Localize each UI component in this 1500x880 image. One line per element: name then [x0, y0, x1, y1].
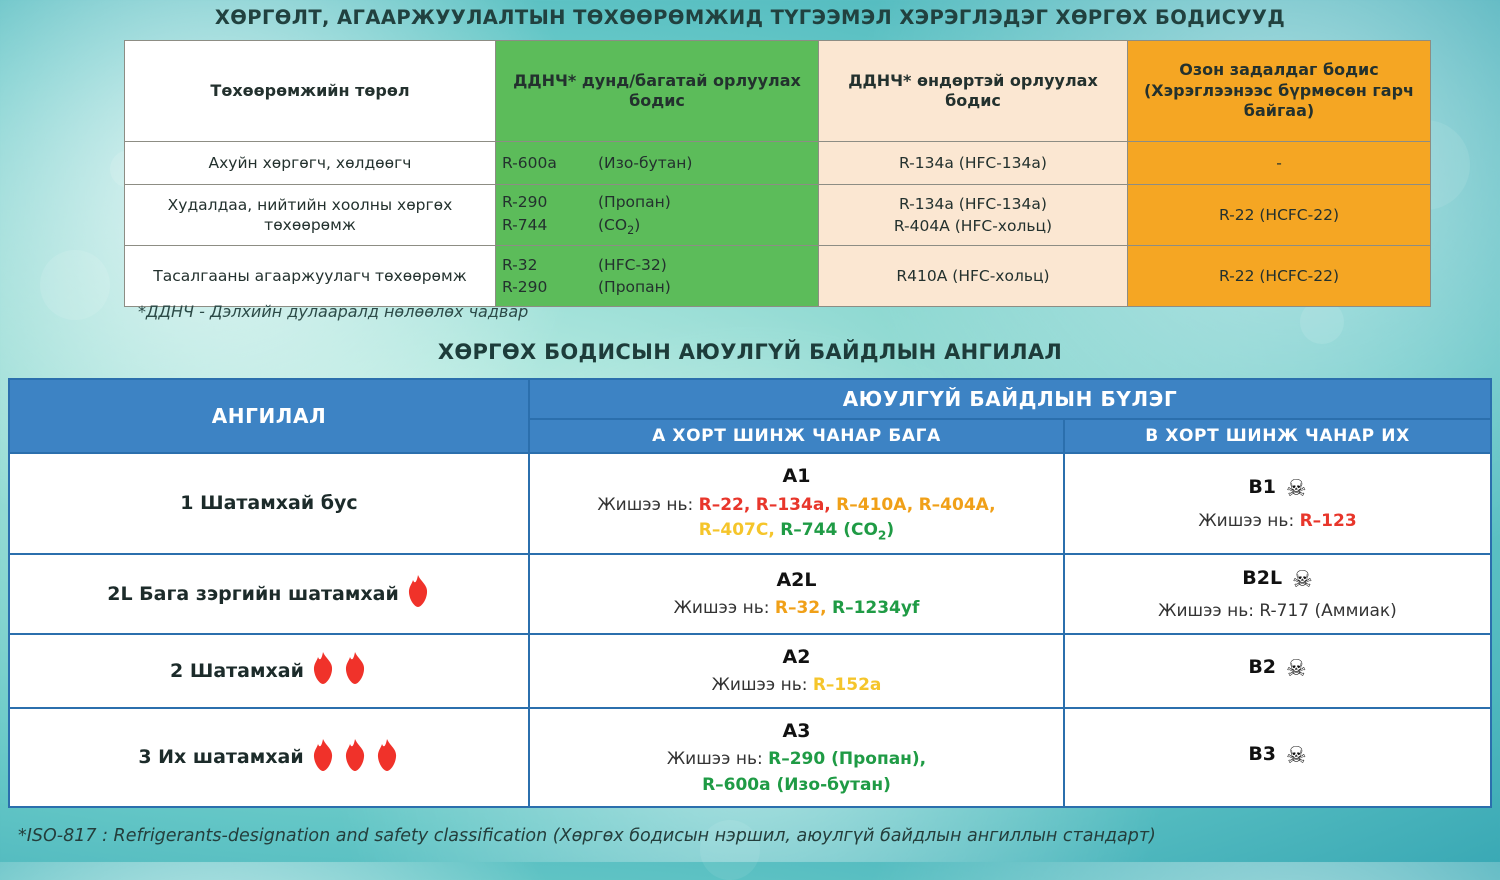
cell-low-gwp: [496, 246, 819, 307]
refrigerant-code: R-290: [502, 278, 548, 296]
cell-group-b: [1064, 554, 1491, 634]
flame-icon: [310, 738, 336, 777]
cell-equipment-type: Тасалгааны агааржуулагч төхөөрөмж: [125, 246, 496, 307]
refrigerant-entry: [502, 214, 812, 239]
refrigerant-item: R-717 (Аммиак): [1259, 601, 1397, 622]
category-label-wrap: [180, 492, 357, 514]
decorative-bokeh: [40, 250, 110, 320]
example-label: Жишээ нь:: [1158, 601, 1255, 622]
cell-low-gwp: [496, 142, 819, 185]
main-title-refrigerants: ХӨРГӨЛТ, АГААРЖУУЛАЛТЫН ТӨХӨӨРӨМЖИД ТҮГЭЭМЭЛ ХЭРЭГЛЭДЭГ ХӨРГӨХ БОДИСУУД: [214, 6, 1286, 29]
refrigerant-item: R–600a (Изо-бутан): [702, 774, 891, 795]
refrigerant-item: R–152a: [812, 675, 882, 696]
refrigerant-item: R–32,: [774, 598, 827, 619]
refrigerant-entry: R-404A (HFC-хольц): [893, 217, 1053, 235]
table-row: [9, 708, 1491, 808]
category-label: 1 Шатамхай бус: [180, 492, 358, 515]
example-label: Жишээ нь:: [1198, 510, 1295, 531]
table-row: [9, 634, 1491, 708]
cell-ods: -: [1128, 142, 1431, 185]
footnote-gwp: *ДДНЧ - Дэлхийн дулааралд нөлөөлөх чадвар: [138, 302, 529, 321]
cell-category: [9, 453, 529, 554]
cell-ods: R-22 (HCFC-22): [1128, 246, 1431, 307]
refrigerant-name: $(CO_2)$: [598, 215, 641, 237]
cell-group-b: [1064, 453, 1491, 554]
category-label-wrap: [107, 574, 431, 613]
category-label: 2L Бага зэргийн шатамхай: [107, 582, 399, 605]
group-code: B1: [1248, 476, 1277, 499]
refrigerant-name: (Пропан): [598, 193, 671, 212]
flame-icon: [405, 574, 431, 613]
refrigerant-item: R–744 $(CO_2)$: [780, 520, 895, 543]
flame-icon: [374, 738, 400, 777]
cell-group-a: [529, 453, 1064, 554]
cell-category: [9, 554, 529, 634]
th-category: АНГИЛАЛ: [9, 379, 529, 453]
group-code: A2L: [776, 568, 817, 591]
group-code: A2: [782, 645, 811, 668]
refrigerant-item: R–410A,: [836, 494, 914, 515]
section-title-safety-classification: ХӨРГӨХ БОДИСЫН АЮУЛГҮЙ БАЙДЛЫН АНГИЛАЛ: [437, 340, 1063, 364]
cell-ods: R-22 (HCFC-22): [1128, 185, 1431, 246]
refrigerant-code: R-744: [502, 215, 548, 234]
refrigerant-code: R-32: [502, 255, 538, 274]
group-code-wrap: [1071, 652, 1484, 687]
skull-icon: ☠: [1286, 476, 1307, 503]
refrigerant-name: (Пропан): [598, 278, 671, 296]
refrigerant-entry: [502, 191, 812, 213]
table-row: [9, 453, 1491, 554]
th-ods: Озон задалдаг бодис (Хэрэглээнээс бүрмөсөн гарч байгаа): [1128, 41, 1431, 142]
cell-group-a: [529, 634, 1064, 708]
cell-group-b: [1064, 634, 1491, 708]
table-header-row: [9, 379, 1491, 419]
table-header-row: [125, 41, 1431, 142]
table-row: [9, 554, 1491, 634]
group-code: A1: [782, 465, 811, 487]
group-code: A3: [782, 719, 811, 742]
group-code-wrap: [1071, 563, 1484, 598]
category-label-wrap: [138, 738, 399, 777]
refrigerant-item: R–407C,: [698, 520, 775, 540]
group-code: B2L: [1242, 566, 1283, 589]
th-group-a: А ХОРТ ШИНЖ ЧАНАР БАГА: [529, 419, 1064, 453]
example-label: Жишээ нь:: [711, 675, 808, 696]
th-high-gwp: ДДНЧ* өндөртэй орлуулах бодис: [819, 41, 1128, 142]
th-equipment-type: Төхөөрөмжийн төрөл: [125, 41, 496, 142]
table-row: [125, 142, 1431, 185]
refrigerant-item: R–404A,: [918, 494, 996, 515]
cell-category: [9, 708, 529, 808]
cell-equipment-type: Ахуйн хөргөгч, хөлдөөгч: [125, 142, 496, 185]
cell-group-a: [529, 708, 1064, 808]
flame-icon: [342, 738, 368, 777]
refrigerant-item: R–290 (Пропан),: [768, 749, 927, 770]
refrigerant-item: R–134a,: [755, 494, 831, 515]
skull-icon: ☠: [1286, 743, 1307, 770]
group-code-wrap: [1071, 472, 1484, 507]
refrigerant-item: R–123: [1299, 510, 1357, 531]
example-label: Жишээ нь:: [597, 494, 694, 515]
group-code-wrap: [1071, 739, 1484, 774]
footnote-iso-standard: *ISO-817 : Refrigerants-designation and safety classification (Хөргөх бодисын нэршил, аюулгүй байдлын ангиллын стандарт): [18, 826, 1156, 846]
refrigerant-entry: [502, 254, 812, 276]
cell-group-a: [529, 554, 1064, 634]
table-common-refrigerants: [124, 40, 1431, 307]
cell-low-gwp: [496, 185, 819, 246]
th-low-gwp: ДДНЧ* дунд/багатай орлуулах бодис: [496, 41, 819, 142]
cell-high-gwp: R410A (HFC-хольц): [819, 246, 1128, 307]
example-label: Жишээ нь:: [673, 598, 770, 619]
cell-category: [9, 634, 529, 708]
cell-high-gwp: [819, 185, 1128, 246]
refrigerant-code: R-600a: [502, 153, 557, 172]
cell-high-gwp: R-134a (HFC-134a): [819, 142, 1128, 185]
refrigerant-name: (HFC-32): [598, 255, 667, 274]
refrigerant-entry: R-134a (HFC-134a): [899, 194, 1047, 213]
example-label: Жишээ нь:: [666, 749, 763, 770]
refrigerant-item: R–22,: [698, 494, 751, 515]
cell-equipment-type: Худалдаа, нийтийн хоолны хөргөх төхөөрөмж: [125, 185, 496, 246]
category-label: 2 Шатамхай: [170, 659, 304, 682]
group-code: B3: [1248, 743, 1277, 766]
cell-group-b: [1064, 708, 1491, 808]
category-label: 3 Их шатамхай: [138, 746, 304, 769]
category-label-wrap: [170, 651, 368, 690]
table-row: [125, 246, 1431, 307]
th-safety-group: АЮУЛГҮЙ БАЙДЛЫН БҮЛЭГ: [529, 379, 1491, 419]
refrigerant-name: (Изо-бутан): [598, 153, 693, 172]
th-group-b: В ХОРТ ШИНЖ ЧАНАР ИХ: [1064, 419, 1491, 453]
table-row: [125, 185, 1431, 246]
flame-icon: [342, 651, 368, 690]
refrigerant-entry: [502, 276, 812, 298]
flame-icon: [310, 651, 336, 690]
table-safety-classification: [8, 378, 1492, 808]
group-code: B2: [1248, 656, 1277, 679]
skull-icon: ☠: [1286, 656, 1307, 683]
skull-icon: ☠: [1292, 566, 1313, 593]
refrigerant-code: R-290: [502, 193, 548, 212]
refrigerant-item: R–1234yf: [831, 598, 920, 619]
